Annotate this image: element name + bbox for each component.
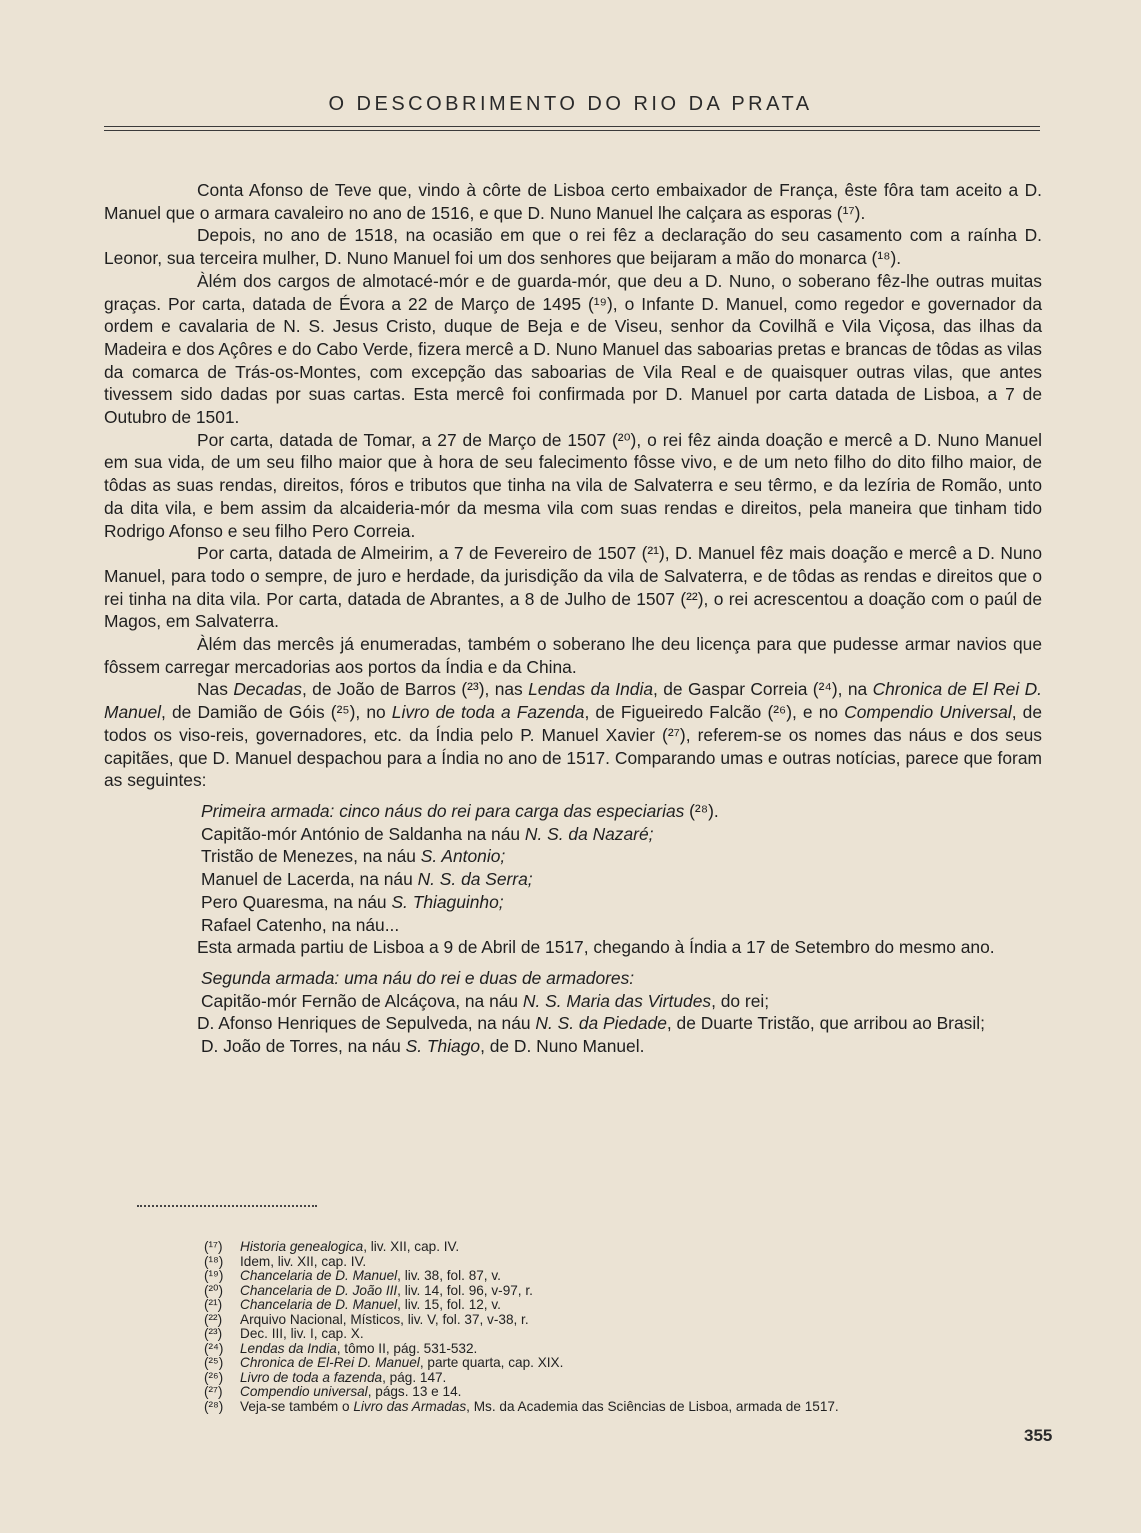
footnote-text: , Ms. da Academia das Sciências de Lisboa, armada de 1517. bbox=[466, 1398, 839, 1414]
footnote-text: , liv. 38, fol. 87, v. bbox=[397, 1268, 501, 1283]
footnote-number: (²⁵) bbox=[204, 1355, 224, 1370]
paragraph: Por carta, datada de Almeirim, a 7 de Fevereiro de 1507 (²¹), D. Manuel fêz mais doação e mercê a D. Nuno Manuel, para todo o sempre, de juro e herdade, da jurisdição da vila de Salvaterra, e de tôdas as rendas e direitos que o rei tinha na dita vila. Por carta, datada de Abrantes, a 8 de Julho de 1507 (²²), o rei acrescentou a doação com o paúl de Magos, em Salvaterra. bbox=[104, 543, 1042, 632]
paragraph: Depois, no ano de 1518, na ocasião em que o rei fêz a declaração do seu casamento com a raínha D. Leonor, sua terceira mulher, D. Nuno Manuel foi um dos senhores que beijaram a mão do monarca (¹⁸). bbox=[104, 225, 1042, 269]
main-text bbox=[104, 179, 1042, 1058]
footnote-title: Livro de toda a fazenda bbox=[240, 1369, 383, 1385]
footnote-number: (²¹) bbox=[204, 1297, 223, 1312]
footnote-text: , liv. 15, fol. 12, v. bbox=[397, 1297, 501, 1312]
paragraph: Por carta, datada de Tomar, a 27 de Março de 1507 (²⁰), o rei fêz ainda doação e mercê a D. Nuno Manuel em sua vida, de um seu filho maior que à hora de seu falecimento fôsse vivo, e de um neto filho do dito filho maior, de tôdas as suas rendas, direitos, fóros e tributos que tinha na vila de Salvaterra e seu têrmo, e da lezíria de Romão, unto da dita vila, e bem assim da alcaideria-mór da mesma vila com suas rendas e direitos, pela maneira que tinham tido Rodrigo Afonso e seu filho Pero Correia. bbox=[104, 429, 1042, 541]
header-rule-bottom bbox=[104, 130, 1040, 131]
footnote-text: , págs. 13 e 14. bbox=[367, 1384, 462, 1399]
paragraph: Àlém dos cargos de almotacé-mór e de guarda-mór, que deu a D. Nuno, o soberano fêz-lhe outras muitas graças. Por carta, datada de Évora a 22 de Março de 1495 (¹⁹), o Infante D. Manuel, como regedor e governador da ordem e cavalaria de N. S. Jesus Cristo, duque de Beja e de Viseu, senhor da Covilhã e Vila Viçosa, das ilhas da Madeira e dos Açôres e do Cabo Verde, fizera mercê a D. Nuno Manuel das saboarias pretas e brancas de tôdas as vilas da comarca de Trás-os-Montes, com excepção das saboarias de Vila Real e de quaisquer outras vilas, que antes tivessem sido dadas por suas cartas. Esta mercê foi confirmada por D. Manuel por carta datada de Lisboa, a 7 de Outubro de 1501. bbox=[104, 270, 1042, 428]
footnote-number: (²⁴) bbox=[204, 1340, 224, 1356]
footnote-text: Dec. III, liv. I, cap. X. bbox=[240, 1326, 364, 1341]
armada-1-ship: Pero Quaresma, na náu S. Thiaguinho; bbox=[201, 891, 504, 912]
footnote-number: (¹⁷) bbox=[204, 1239, 223, 1254]
footnote bbox=[204, 1385, 1024, 1400]
footnote-text: Arquivo Nacional, Místicos, liv. V, fol. 37, v-38, r. bbox=[240, 1311, 529, 1327]
footnote-title: Chronica de El-Rei D. Manuel bbox=[240, 1355, 420, 1370]
footnotes bbox=[204, 1240, 1024, 1414]
footnote bbox=[204, 1371, 1024, 1386]
armada-2-ship: Capitão-mór Fernão de Alcáçova, na náu N. S. Maria das Virtudes, do rei; bbox=[201, 990, 770, 1011]
footnote-separator bbox=[137, 1205, 317, 1213]
footnote-number: (²⁰) bbox=[204, 1282, 224, 1298]
footnote-text: , tômo II, pág. 531-532. bbox=[336, 1340, 478, 1356]
armada-1-title: Primeira armada: cinco náus do rei para carga das especiarias (²⁸). bbox=[201, 800, 719, 821]
footnote-number: (²³) bbox=[204, 1326, 223, 1341]
footnote bbox=[204, 1400, 1024, 1415]
footnote-number: (²⁷) bbox=[204, 1384, 223, 1399]
footnote-number: (²⁸) bbox=[204, 1398, 224, 1414]
footnote bbox=[204, 1313, 1024, 1328]
armada-1-ship: Manuel de Lacerda, na náu N. S. da Serra; bbox=[201, 869, 533, 890]
footnote-text: , liv. 14, fol. 96, v-97, r. bbox=[397, 1282, 533, 1298]
armada-2-ship: D. Afonso Henriques de Sepulveda, na náu N. S. da Piedade, de Duarte Tristão, que arribou ao Brasil; bbox=[197, 1013, 985, 1034]
footnote bbox=[204, 1298, 1024, 1313]
armada-2-ship: D. João de Torres, na náu S. Thiago, de D. Nuno Manuel. bbox=[201, 1036, 645, 1057]
armada-1-ship: Tristão de Menezes, na náu S. Antonio; bbox=[201, 846, 506, 867]
paragraph: Conta Afonso de Teve que, vindo à côrte de Lisboa certo embaixador de França, êste fôra tam aceito a D. Manuel que o armara cavaleiro no ano de 1516, e que D. Nuno Manuel lhe calçara as esporas (¹⁷). bbox=[104, 180, 1042, 223]
footnote-text: Idem, liv. XII, cap. IV. bbox=[240, 1253, 367, 1269]
footnote-text: , parte quarta, cap. XIX. bbox=[419, 1355, 564, 1370]
footnote-number: (¹⁸) bbox=[204, 1253, 224, 1269]
footnote-title: Historia genealogica bbox=[240, 1239, 364, 1254]
footnote-text: , pág. 147. bbox=[382, 1369, 447, 1385]
footnote bbox=[204, 1255, 1024, 1270]
footnote bbox=[204, 1342, 1024, 1357]
page-number: 355 bbox=[1024, 1426, 1053, 1445]
footnote-title: Compendio universal bbox=[240, 1384, 368, 1399]
footnote-text: , liv. XII, cap. IV. bbox=[363, 1239, 460, 1254]
footnote bbox=[204, 1284, 1024, 1299]
footnote-number: (¹⁹) bbox=[204, 1268, 224, 1283]
armada-1-ship: Capitão-mór António de Saldanha na náu N. S. da Nazaré; bbox=[201, 823, 654, 844]
footnote-text: Veja-se também o bbox=[240, 1398, 354, 1414]
armada-1-summary: Esta armada partiu de Lisboa a 9 de Abril de 1517, chegando à Índia a 17 de Setembro do mesmo ano. bbox=[197, 937, 995, 958]
header-rule-top bbox=[104, 126, 1040, 127]
footnote-title: Chancelaria de D. João III bbox=[240, 1282, 398, 1298]
paragraph-sources: Nas Decadas, de João de Barros (²³), nas Lendas da India, de Gaspar Correia (²⁴), na Chronica de El Rei D. Manuel, de Damião de Góis (²⁵), no Livro de toda a Fazenda, de Figueiredo Falcão (²⁶), e no Compendio Universal, de todos os viso-reis, governadores, etc. da Índia pelo P. Manuel Xavier (²⁷), referem-se os nomes das náus e dos seus capitães, que D. Manuel despachou para a Índia no ano de 1517. Comparando umas e outras notícias, parece que foram as seguintes: bbox=[104, 679, 1043, 791]
running-header: O DESCOBRIMENTO DO RIO DA PRATA bbox=[328, 93, 813, 115]
footnote-title: Chancelaria de D. Manuel bbox=[240, 1268, 398, 1283]
footnote-number: (²⁶) bbox=[204, 1369, 224, 1385]
footnote bbox=[204, 1327, 1024, 1342]
armada-1-ship: Rafael Catenho, na náu... bbox=[201, 914, 400, 935]
footnote bbox=[204, 1240, 1024, 1255]
footnote-number: (²²) bbox=[204, 1311, 223, 1327]
armada-2-title: Segunda armada: uma náu do rei e duas de armadores: bbox=[201, 967, 635, 988]
footnote bbox=[204, 1356, 1024, 1371]
footnote bbox=[204, 1269, 1024, 1284]
footnote-title: Chancelaria de D. Manuel bbox=[240, 1297, 398, 1312]
paragraph: Àlém das mercês já enumeradas, também o soberano lhe deu licença para que pudesse armar navios que fôssem carregar mercadorias aos portos da Índia e da China. bbox=[104, 634, 1042, 677]
footnote-title: Lendas da India bbox=[240, 1340, 337, 1356]
footnote-title: Livro das Armadas bbox=[353, 1398, 467, 1414]
